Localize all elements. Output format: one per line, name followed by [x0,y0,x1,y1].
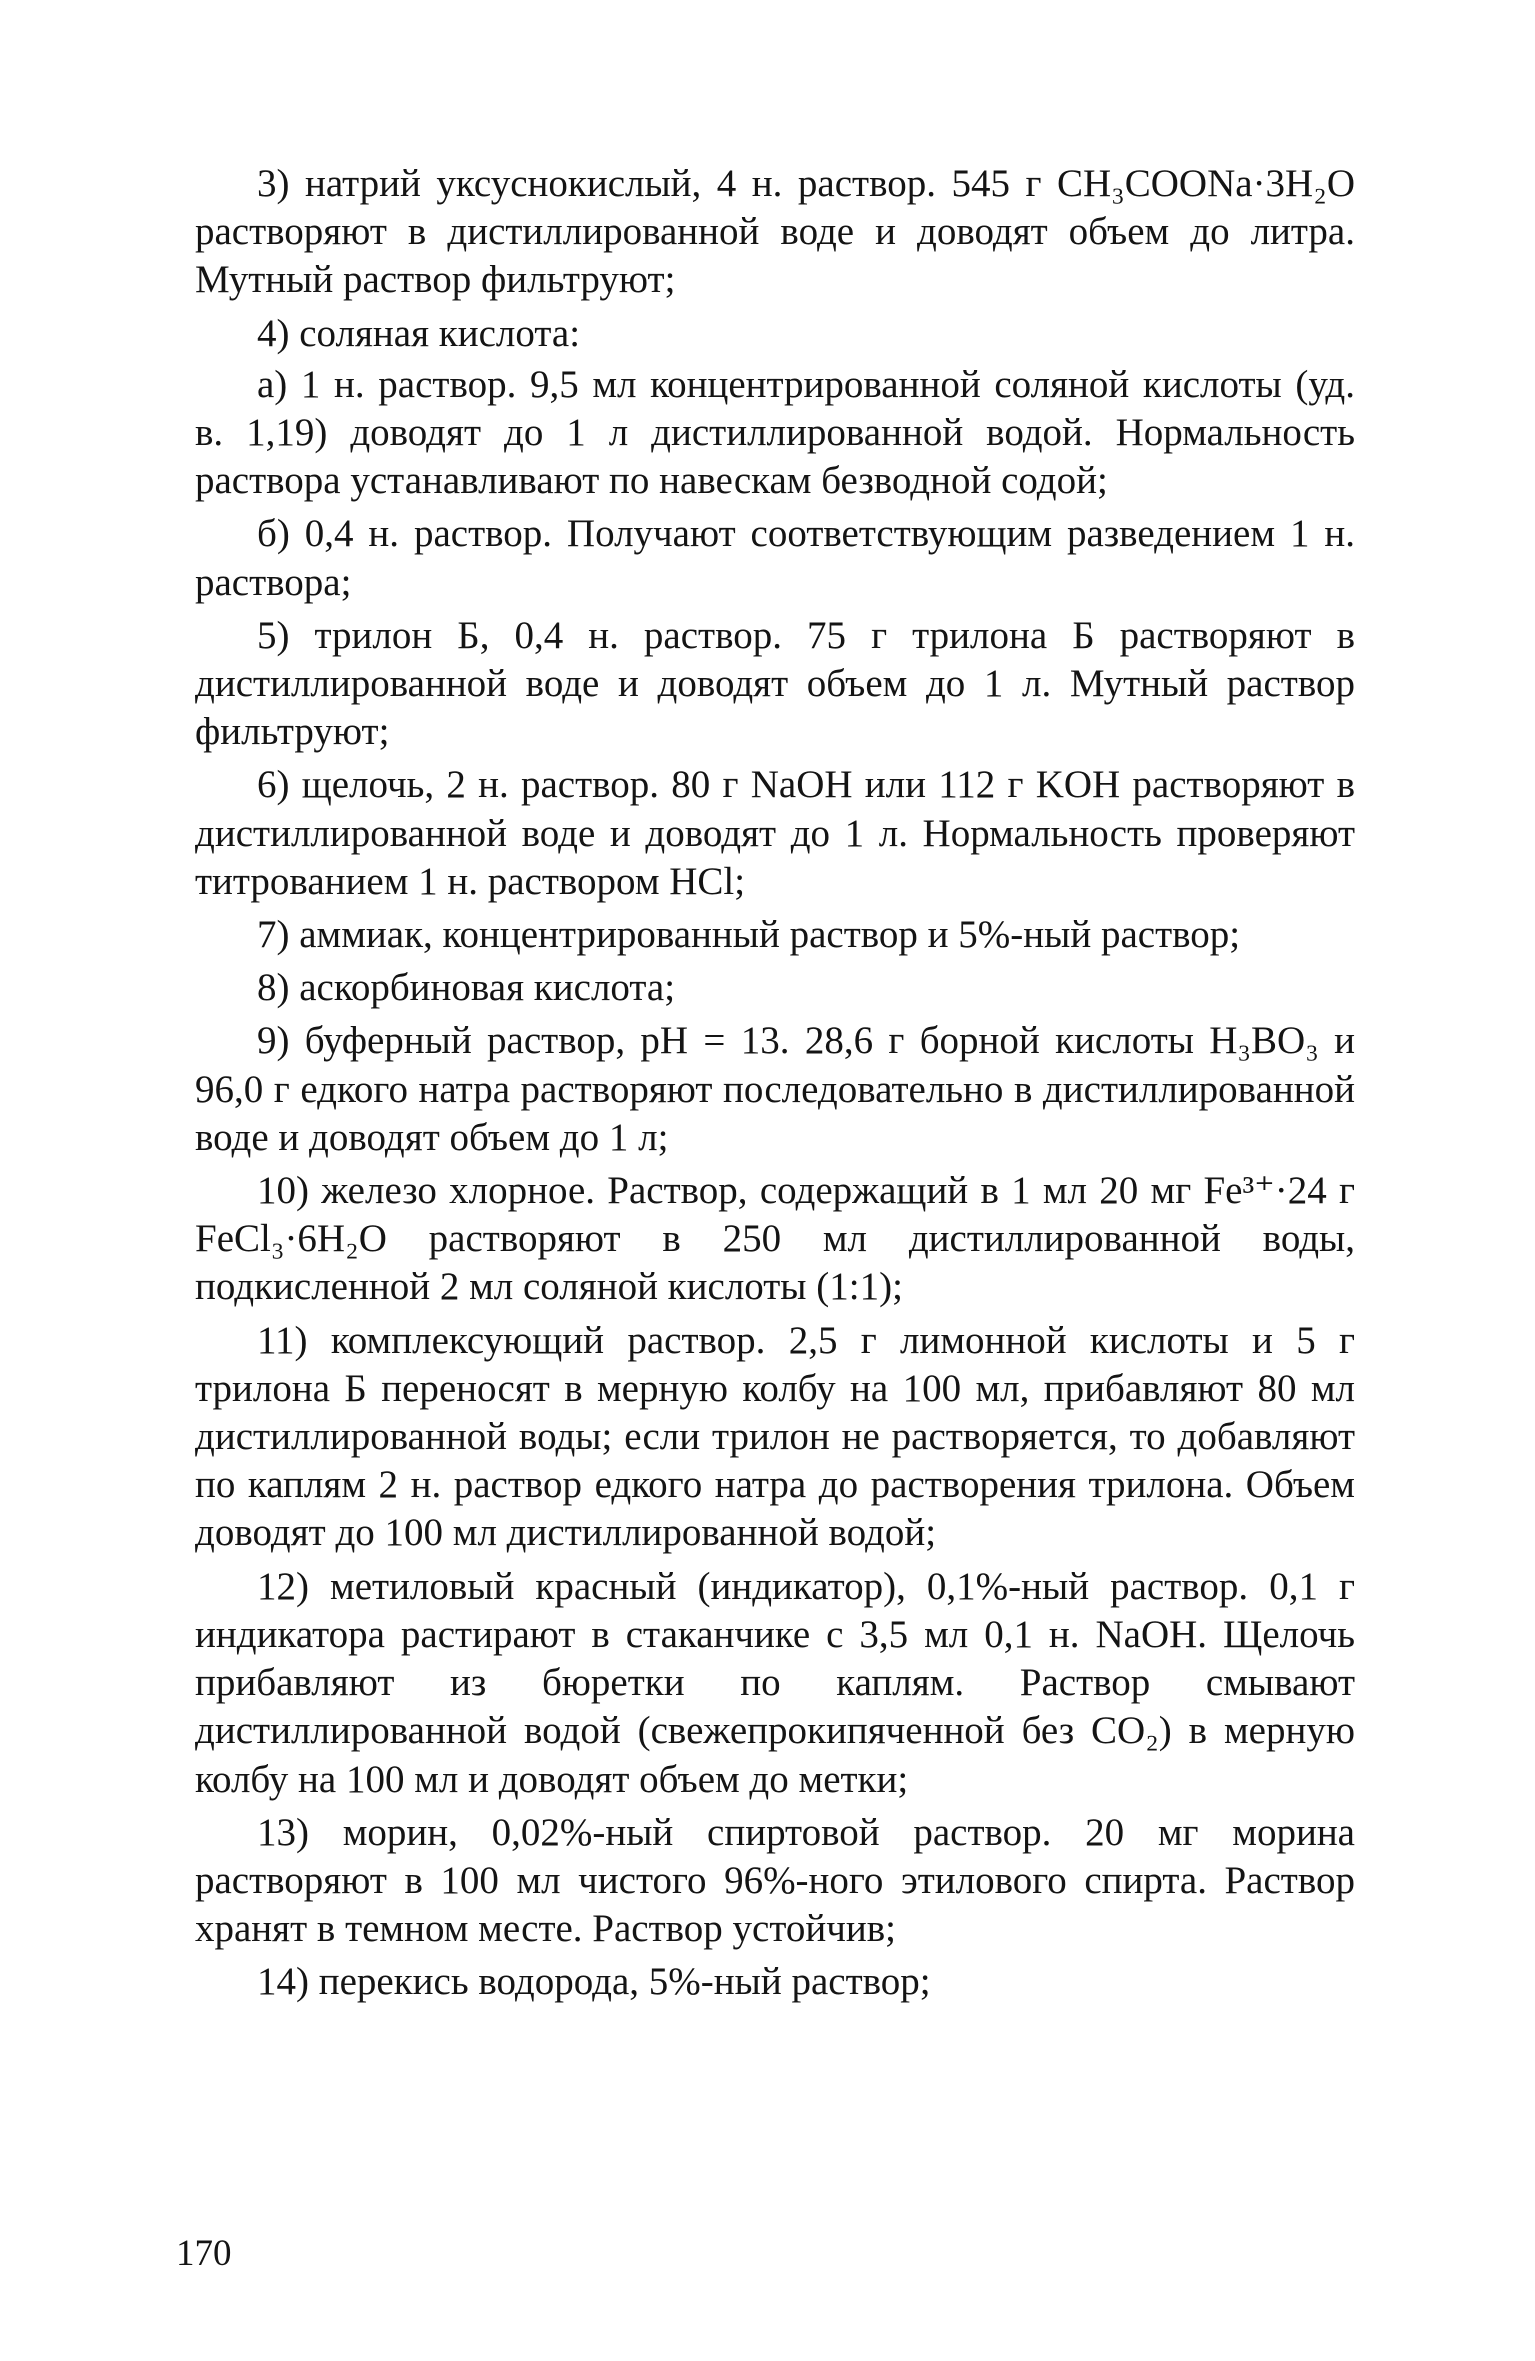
page-body [195,160,1355,2012]
paragraph-5-trilon-b: 5) трилон Б, 0,4 н. раствор. 75 г трилона Б растворяют в дистиллированной воде и доводят объем до 1 л. Мутный раствор фильтруют; [195,613,1355,754]
paragraph-3-sodium-acetate: 3) натрий уксуснокислый, 4 н. раствор. 545 г CH₃COONa·3H₂O растворяют в дистиллированной воде и доводят объем до литра. Мутный раствор фильтруют; [195,162,1355,302]
paragraph-12-methyl-red: 12) метиловый красный (индикатор), 0,1%-ный раствор. 0,1 г индикатора растирают в стаканчике с 3,5 мл 0,1 н. NaOH. Щелочь прибавляют из бюретки по каплям. Раствор смывают дистиллированной водой (свежепрокипяченной без CO₂) в мерную колбу на 100 мл и доводят объем до метки; [195,1564,1355,1801]
page-number: 170 [176,2233,232,2274]
paragraph-4a-1n-solution: а) 1 н. раствор. 9,5 мл концентрированной соляной кислоты (уд. в. 1,19) доводят до 1 л дистиллированной водой. Нормальность раствора устанавливают по навескам безводной содой; [195,362,1355,503]
paragraph-6-alkali: 6) щелочь, 2 н. раствор. 80 г NaOH или 112 г KOH растворяют в дистиллированной воде и доводят до 1 л. Нормальность проверяют титрованием 1 н. раствором HCl; [195,763,1355,903]
paragraph-8-ascorbic-acid: 8) аскорбиновая кислота; [257,966,676,1010]
paragraph-13-morin: 13) морин, 0,02%-ный спиртовой раствор. 20 мг морина растворяют в 100 мл чистого 96%-ного этилового спирта. Раствор хранят в темном месте. Раствор устойчив; [195,1810,1355,1951]
paragraph-4b-0-4n-solution: б) 0,4 н. раствор. Получают соответствующим разведением 1 н. раствора; [195,512,1355,604]
paragraph-10-ferric-chloride: 10) железо хлорное. Раствор, содержащий в 1 мл 20 мг Fe³⁺·24 г FeCl₃·6H₂O растворяют в 250 мл дистиллированной воды, подкисленной 2 мл соляной кислоты (1:1); [195,1169,1355,1309]
paragraph-14-hydrogen-peroxide: 14) перекись водорода, 5%-ный раствор; [257,1960,931,2004]
paragraph-9-buffer-solution: 9) буферный раствор, pH = 13. 28,6 г борной кислоты H₃BO₃ и 96,0 г едкого натра растворяют последовательно в дистиллированной воде и доводят объем до 1 л; [195,1019,1355,1159]
paragraph-11-complexing-solution: 11) комплексующий раствор. 2,5 г лимонной кислоты и 5 г трилона Б переносят в мерную колбу на 100 мл, прибавляют 80 мл дистиллированной воды; если трилон не растворяется, то добавляют по каплям 2 н. раствор едкого натра до растворения трилона. Объем доводят до 100 мл дистиллированной водой; [195,1318,1355,1555]
paragraph-4-hydrochloric-acid: 4) соляная кислота: [257,311,581,355]
paragraph-7-ammonia: 7) аммиак, концентрированный раствор и 5%-ный раствор; [257,913,1241,957]
